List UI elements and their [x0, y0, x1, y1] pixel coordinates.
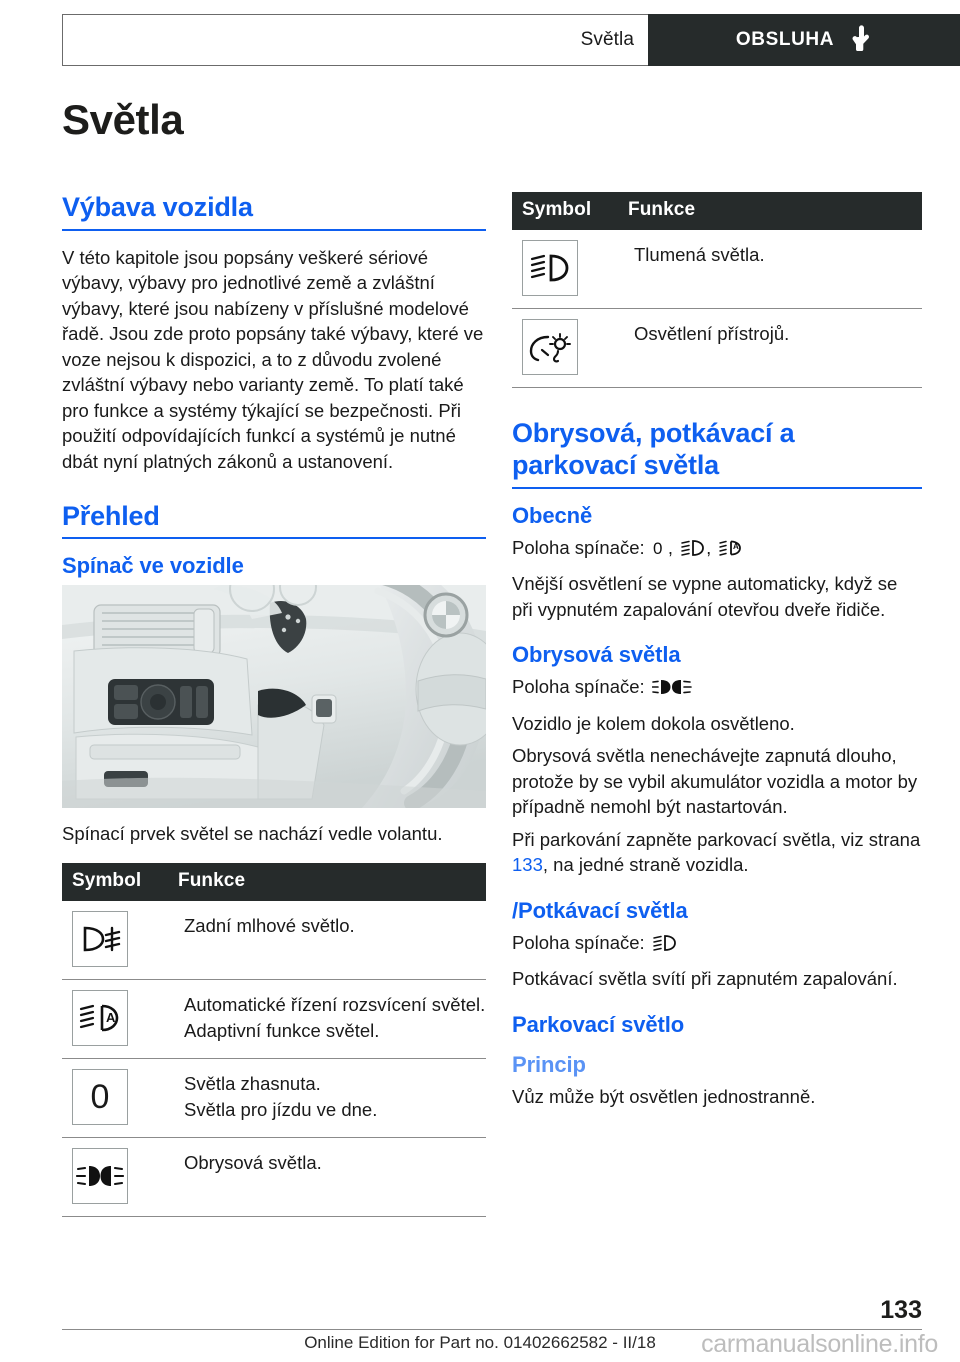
section-tab-label: OBSLUHA: [735, 29, 835, 50]
function-line: Automatické řízení rozsvícení světel.: [184, 993, 486, 1015]
paragraph-obecne: Vnější osvětlení se vypne automaticky, když se při vypnutém zapalování otevřou dveře řidiče.: [512, 573, 898, 620]
rear-fog-light-icon: [72, 911, 128, 967]
paragraph-text-before: Při parkování zapněte parkovací světla, viz strana: [512, 828, 921, 850]
photo-caption: Spínací prvek světel se nachází vedle volantu.: [62, 823, 443, 845]
low-beam-icon: [652, 933, 676, 959]
table-row: [62, 1137, 486, 1216]
heading-vybava-vozidla: Výbava vozidla: [62, 192, 253, 222]
switch-position-potkavaci: [512, 930, 922, 959]
page-title: Světla: [62, 96, 184, 143]
function-cell: [618, 230, 922, 309]
heading-obrysova-potkavaci-parkovaci: Obrysová, potkávací a parkovací světla: [512, 418, 795, 480]
function-cell: [168, 1137, 486, 1216]
lights-off-zero-icon: [652, 538, 666, 564]
column-header-symbol: Symbol: [62, 863, 168, 901]
paragraph-text-after: , na jedné straně vozidla.: [542, 854, 749, 876]
paragraph-obrysova-1: Vozidlo je kolem dokola osvětleno.: [512, 712, 795, 734]
subheading-obecne: Obecně: [512, 502, 593, 528]
symbol-cell: [62, 1137, 168, 1216]
function-line: Osvětlení přístrojů.: [634, 323, 790, 344]
function-cell: [168, 1058, 486, 1137]
table-row: [512, 309, 922, 388]
svg-text:A: A: [106, 1009, 116, 1025]
zero-glyph: 0: [90, 1077, 110, 1116]
page-reference-link[interactable]: 133: [512, 854, 543, 876]
paragraph-obrysova-2: Obrysová světla nenechávejte zapnutá dlouho, protože by se vybil akumulátor vozidla a motor by případně nemohl být nastartován.: [512, 745, 918, 818]
lights-off-zero-icon: [72, 1069, 128, 1125]
low-beam-icon: [522, 240, 578, 296]
symbol-cell: [62, 901, 168, 980]
symbol-table-right: [512, 192, 922, 388]
symbol-cell: [62, 1058, 168, 1137]
function-cell: [168, 901, 486, 980]
paragraph-princip: Vůz může být osvětlen jednostranně.: [512, 1085, 816, 1107]
automatic-headlight-control-icon: [72, 990, 128, 1046]
section-tab-obsluha[interactable]: [648, 14, 960, 66]
function-line: Zadní mlhové světlo.: [184, 914, 355, 936]
site-watermark: carmanualsonline.info: [701, 1330, 938, 1358]
function-cell: [168, 979, 486, 1058]
table-header-row: [512, 192, 922, 230]
heading-rule: [62, 537, 486, 539]
subheading-spinac-ve-vozidle: Spínač ve vozidle: [62, 553, 244, 579]
symbol-cell: [62, 979, 168, 1058]
heading-prehled: Přehled: [62, 500, 160, 531]
function-line: Světla zhasnuta.: [184, 1072, 321, 1094]
heading-rule: [512, 487, 922, 489]
table-row: [62, 979, 486, 1058]
table-row: [512, 230, 922, 309]
page-header: [62, 14, 960, 66]
table-row: [62, 1058, 486, 1137]
symbol-table-left: [62, 863, 486, 1217]
dashboard-photo: [62, 585, 486, 808]
switch-position-label: Poloha spínače:: [512, 676, 645, 698]
subheading-parkovaci-svetlo: Parkovací světlo: [512, 1011, 685, 1037]
heading-rule: [62, 229, 486, 231]
switch-position-obecne: Poloha spínače: 0 , , A: [512, 535, 922, 564]
column-header-funkce: Funkce: [168, 863, 486, 901]
column-header-funkce: Funkce: [618, 192, 922, 230]
subheading-potkavaci-svetla: /Potkávací světla: [512, 897, 688, 923]
automatic-headlight-control-icon: [718, 538, 744, 564]
breadcrumb-label: Světla: [580, 29, 634, 50]
switch-position-obrysova: [512, 674, 922, 703]
symbol-cell: [512, 309, 618, 388]
low-beam-icon: [680, 538, 704, 564]
column-header-symbol: Symbol: [512, 192, 618, 230]
paragraph-vybava: V této kapitole jsou popsány veškeré sériové výbavy, výbavy pro jednotlivé země a zvláštní výbavy, které jsou nabízeny v příslušné modelové řadě. Jsou zde proto popsány také výbavy, které ve voze nejsou k dispozici, a to z důvodu zvolené zvláštní výbavy nebo varianty země. To platí také pro funkce a systémy týkající se bezpečnosti. Při použití odpovídajících funkcí a systémů je nutné dbát nyní platných zákonů a ustanovení.: [62, 246, 484, 472]
instrument-lighting-icon: [522, 319, 578, 375]
switch-position-label: Poloha spínače:: [512, 536, 645, 558]
right-column: [512, 192, 922, 1123]
left-column: [62, 192, 486, 1217]
function-line: Tlumená světla.: [634, 244, 765, 265]
table-row: [62, 901, 486, 980]
function-line: Světla pro jízdu ve dne.: [184, 1098, 378, 1120]
function-line: Adaptivní funkce světel.: [184, 1019, 380, 1041]
sidelights-icon: [652, 677, 692, 703]
paragraph-obrysova-3: [512, 827, 922, 878]
pointing-hand-icon: [850, 25, 872, 56]
svg-text:0: 0: [652, 538, 663, 557]
table-header-row: [62, 863, 486, 901]
page-number: 133: [880, 1296, 922, 1324]
function-line: Obrysová světla.: [184, 1151, 322, 1173]
function-cell: [618, 309, 922, 388]
footer-edition-text: Online Edition for Part no. 01402662582 - II/18: [304, 1333, 656, 1352]
sidelights-icon: [72, 1148, 128, 1204]
paragraph-potkavaci: Potkávací světla svítí při zapnutém zapalování.: [512, 968, 898, 990]
subheading-obrysova-svetla: Obrysová světla: [512, 642, 681, 668]
symbol-cell: [512, 230, 618, 309]
svg-text:A: A: [733, 541, 740, 551]
breadcrumb: [62, 14, 648, 66]
switch-position-label: Poloha spínače:: [512, 931, 645, 953]
subheading-princip: Princip: [512, 1051, 586, 1077]
